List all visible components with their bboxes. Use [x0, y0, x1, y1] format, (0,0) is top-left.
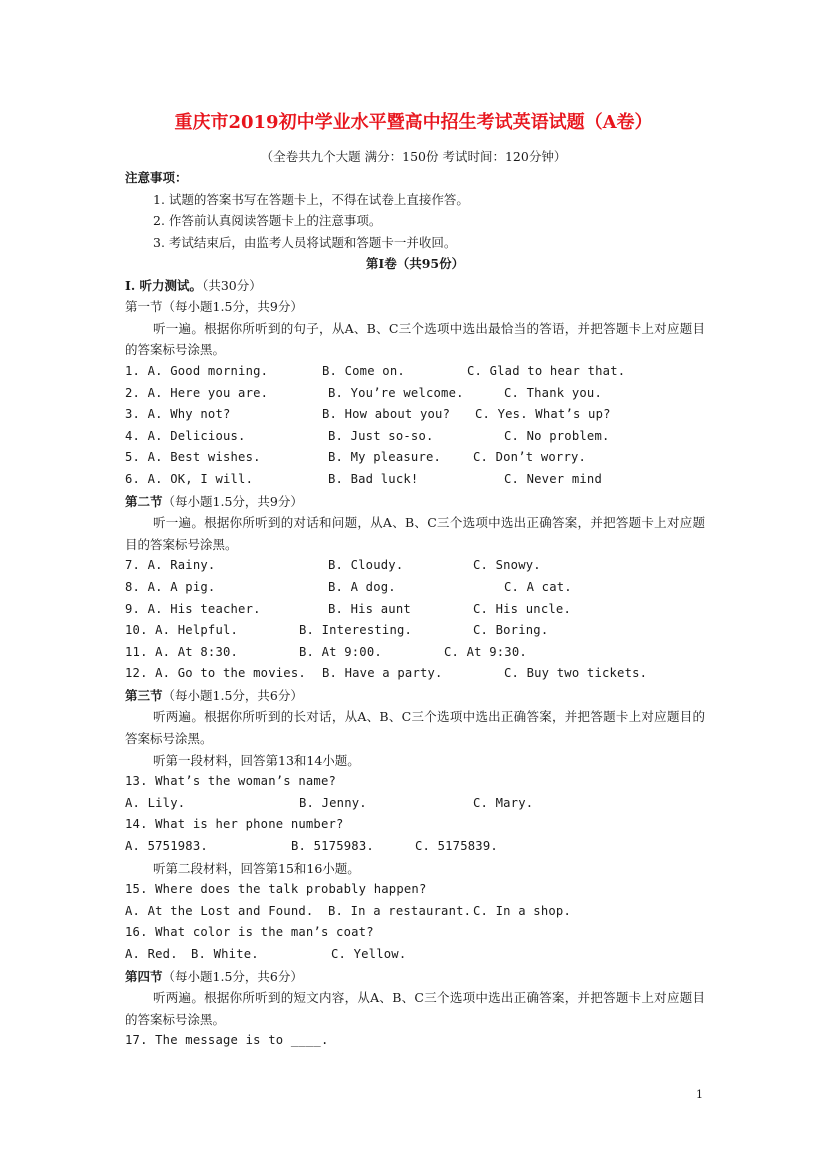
exam-subtitle: （全卷共九个大题 满分：150份 考试时间：120分钟） — [260, 149, 567, 164]
body-content — [125, 253, 705, 1052]
section1-instruction: 听一遍。根据你所听到的句子，从A、B、C三个选项中选出最恰当的答语，并把答题卡上对应题目的答案标号涂黑。 — [125, 320, 705, 358]
question-options: A. At the Lost and Found. B. In a restaurant. C. In a shop. — [125, 903, 571, 918]
question-options: A. Red. B. White. C. Yellow. — [125, 947, 407, 961]
material-note: 听第一段材料，回答第13和14小题。 — [153, 752, 360, 768]
question-options: A. Lily. B. Jenny. C. Mary. — [125, 795, 534, 810]
question-row: 7. A. Rainy. B. Cloudy. C. Snowy. — [125, 558, 541, 573]
question-row: 6. A. OK, I will. B. Bad luck! C. Never mind — [125, 471, 602, 486]
exam-title: 重庆市2019初中学业水平暨高中招生考试英语试题（A卷） — [174, 112, 653, 133]
question-row: 3. A. Why not? B. How about you? C. Yes. What’s up? — [125, 407, 611, 422]
question-stem: 15. Where does the talk probably happen? — [125, 882, 427, 897]
note-item: 1. 试题的答案书写在答题卡上，不得在试卷上直接作答。 — [153, 191, 469, 207]
note-item: 2. 作答前认真阅读答题卡上的注意事项。 — [153, 213, 382, 229]
material-note: 听第二段材料，回答第15和16小题。 — [153, 860, 360, 876]
question-row: 8. A. A pig. B. A dog. C. A cat. — [125, 579, 572, 594]
question-row: 5. A. Best wishes. B. My pleasure. C. Don’t worry. — [125, 450, 587, 465]
question-row: 12. A. Go to the movies. B. Have a party. C. Buy two tickets. — [125, 666, 648, 681]
question-stem: 16. What color is the man’s coat? — [125, 925, 374, 940]
section2-heading: 第二节（每小题1.5分，共9分） — [125, 493, 303, 509]
part1-heading: I. 听力测试。（共30分） — [125, 277, 262, 293]
question-stem: 17. The message is to ____. — [125, 1033, 329, 1048]
question-row: 4. A. Delicious. B. Just so-so. C. No problem. — [125, 428, 610, 443]
section4-heading: 第四节（每小题1.5分，共6分） — [125, 968, 303, 984]
section4-instruction: 听两遍。根据你所听到的短文内容，从A、B、C三个选项中选出正确答案，并把答题卡上对应题目的答案标号涂黑。 — [125, 990, 705, 1027]
question-stem: 14. What is her phone number? — [125, 817, 344, 832]
question-row: 10. A. Helpful. B. Interesting. C. Boring. — [125, 623, 549, 638]
notes-heading: 注意事项： — [125, 170, 188, 185]
question-row: 9. A. His teacher. B. His aunt C. His uncle. — [125, 601, 571, 616]
section1-heading: 第一节（每小题1.5分，共9分） — [125, 299, 303, 315]
question-row: 1. A. Good morning. B. Come on. C. Glad to hear that. — [125, 363, 626, 378]
question-stem: 13. What’s the woman’s name? — [125, 774, 337, 789]
note-item: 3. 考试结束后，由监考人员将试题和答题卡一并收回。 — [153, 234, 457, 250]
section3-heading: 第三节（每小题1.5分，共6分） — [125, 687, 303, 703]
question-row: 2. A. Here you are. B. You’re welcome. C. Thank you. — [125, 385, 602, 400]
volume-heading: 第Ⅰ卷（共95份） — [365, 256, 465, 271]
notes-section — [125, 167, 705, 253]
page-number: 1 — [696, 1088, 703, 1101]
question-options: A. 5751983. B. 5175983. C. 5175839. — [125, 839, 498, 854]
question-row: 11. A. At 8:30. B. At 9:00. C. At 9:30. — [125, 644, 527, 659]
section2-instruction: 听一遍。根据你所听到的对话和问题，从A、B、C三个选项中选出正确答案，并把答题卡上对应题目的答案标号涂黑。 — [125, 515, 705, 552]
section3-instruction: 听两遍。根据你所听到的长对话，从A、B、C三个选项中选出正确答案，并把答题卡上对应题目的答案标号涂黑。 — [125, 709, 705, 747]
